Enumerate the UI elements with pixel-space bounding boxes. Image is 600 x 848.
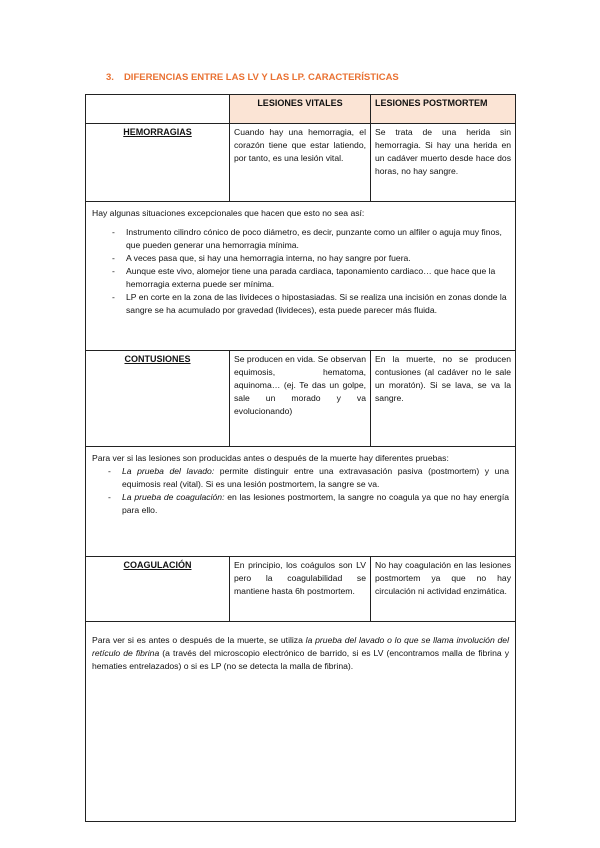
hemorragias-vital: Cuando hay una hemorragia, el corazón tiene que estar latiendo, por tanto, es una lesión vital. [230, 124, 371, 202]
section-title: DIFERENCIAS ENTRE LAS LV Y LAS LP. CARACTERÍSTICAS [123, 72, 399, 83]
header-postmortem: LESIONES POSTMORTEM [371, 95, 516, 124]
list-item: - A veces pasa que, si hay una hemorragia interna, no hay sangre por fuera. [92, 252, 509, 265]
header-vitales: LESIONES VITALES [230, 95, 371, 124]
coagulacion-postmortem: No hay coagulación en las lesiones postmortem ya que no hay circulación ni actividad enzimática. [371, 557, 516, 622]
contusiones-vital: Se producen en vida. Se observan equimosis, hematoma, aquinoma… (ej. Te das un golpe, sale un morado y va evolucionando) [230, 351, 371, 447]
section-heading [106, 72, 409, 83]
hemorragias-postmortem: Se trata de una herida sin hemorragia. Si hay una herida en un cadáver muerto desde hace dos horas, no hay sangre. [371, 124, 516, 202]
prueba-coagulacion-text: en las lesiones postmortem, la sangre no coagula ya que no hay energía para ello. [122, 492, 509, 515]
list-item: - LP en corte en la zona de las livideces o hipostasiadas. Si se realiza una incisión en zonas donde la sangre se ha acumulado por gravedad (livideces), esta puede parecer más fluida. [92, 291, 509, 317]
pruebas-cell [86, 447, 516, 557]
final-text-2: (a través del microscopio electrónico de barrido, si es LV (encontramos malla de fibrina y hematies entrelazados) o si es LP (no se detecta la malla de fibrina). [92, 648, 509, 671]
header-empty-cell [86, 95, 230, 124]
final-text-italic: la prueba del lavado o lo que se llama involución del retículo de fibrina [92, 635, 509, 658]
list-item: - Aunque este vivo, alomejor tiene una parada cardiaca, taponamiento cardiaco… que hace que la hemorragia externa puede ser mínima. [92, 265, 509, 291]
prueba-coagulacion-title: La prueba de coagulación: [122, 492, 225, 502]
row-label-contusiones: CONTUSIONES [86, 351, 230, 447]
pruebas-intro: Para ver si las lesiones son producidas antes o después de la muerte hay diferentes pruebas: [92, 453, 449, 463]
excepciones-intro: Hay algunas situaciones excepcionales que hacen que esto no sea así: [92, 208, 365, 218]
pruebas-list [92, 465, 509, 517]
prueba-lavado-title: La prueba del lavado: [122, 466, 215, 476]
list-item: - Instrumento cilindro cónico de poco diámetro, es decir, punzante como un alfiler o aguja muy finos, que pueden generar una hemorragia mínima. [92, 226, 509, 252]
comparison-table [85, 94, 516, 822]
excepciones-list [92, 226, 509, 317]
final-cell [86, 622, 516, 822]
list-item [92, 465, 509, 491]
list-item [92, 491, 509, 517]
excepciones-cell [86, 202, 516, 351]
row-label-coagulacion: COAGULACIÓN [86, 557, 230, 622]
row-label-hemorragias: HEMORRAGIAS [86, 124, 230, 202]
coagulacion-vital: En principio, los coágulos son LV pero la coagulabilidad se mantiene hasta 6h postmortem. [230, 557, 371, 622]
contusiones-postmortem: En la muerte, no se producen contusiones (al cadáver no le sale un moratón). Si se lava, se va la sangre. [371, 351, 516, 447]
prueba-lavado-text: permite distinguir entre una extravasación pasiva (postmortem) y una equimosis real (vital). Si es una lesión postmortem, la sangre se va. [122, 466, 509, 489]
section-number: 3. [106, 72, 114, 83]
final-text-1: Para ver si es antes o después de la muerte, se utiliza [92, 635, 306, 645]
